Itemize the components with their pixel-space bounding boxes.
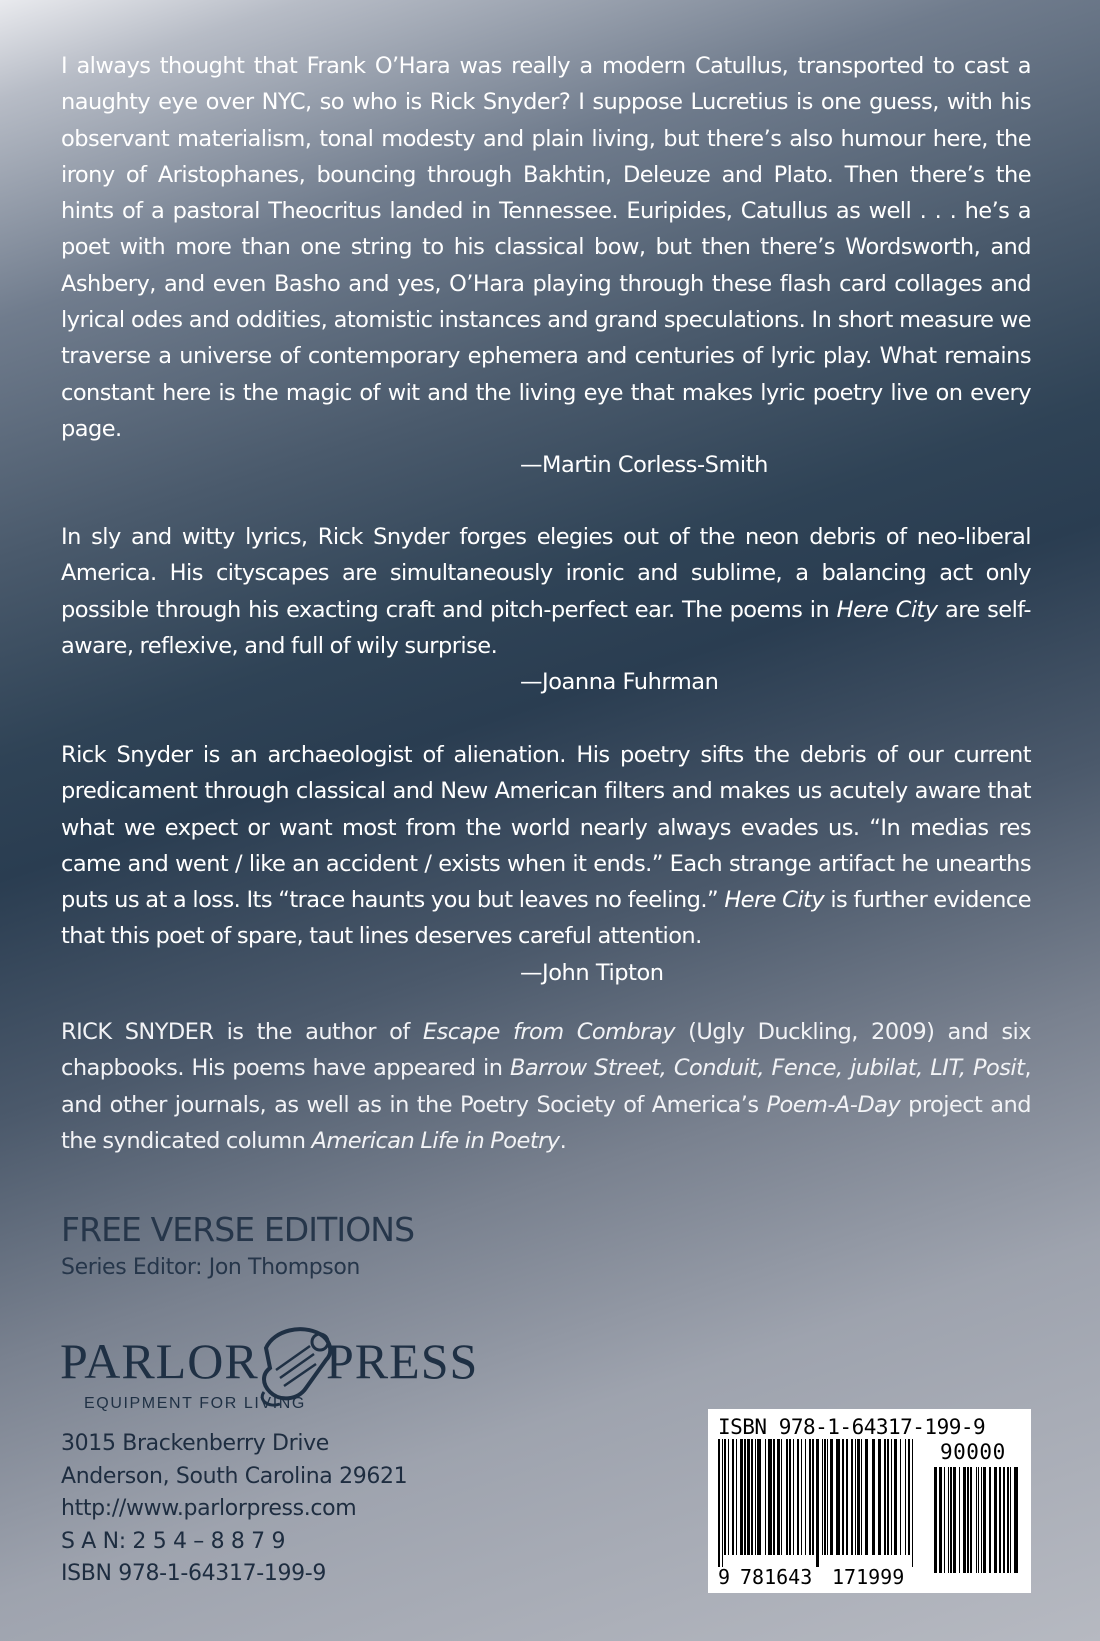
barcode-bar: [999, 1467, 1001, 1573]
barcode-bar: [830, 1439, 833, 1555]
barcode-bar: [842, 1439, 844, 1555]
author-bio: [61, 1014, 1031, 1159]
series-title: FREE VERSE EDITIONS: [61, 1210, 415, 1249]
barcode-bar: [801, 1439, 802, 1555]
barcode-bar: [724, 1439, 726, 1555]
barcode-bar: [797, 1439, 799, 1555]
barcode-bar: [836, 1439, 840, 1555]
barcode-bar: [900, 1439, 901, 1555]
review-2: [61, 519, 1031, 700]
barcode-bar: [1007, 1467, 1009, 1573]
barcode-bar: [1010, 1467, 1011, 1573]
publisher-website: http://www.parlorpress.com: [61, 1496, 357, 1521]
scroll-emblem-icon: [262, 1329, 330, 1405]
review-3-text-after: is further evidence that this poet of spare, taut lines deserves careful attention.: [61, 887, 1031, 950]
barcode-bar: [1003, 1467, 1005, 1573]
barcode-bar: [939, 1467, 942, 1573]
bio-part-3: , and other journals, as well as in the Poetry Society of America’s: [61, 1055, 1031, 1118]
barcode-digits-left: 781643: [740, 1565, 813, 1589]
bio-column: American Life in Poetry: [311, 1127, 560, 1154]
barcode-bar: [878, 1439, 881, 1555]
barcode-bar: [744, 1439, 746, 1555]
barcode-bar: [983, 1467, 986, 1573]
barcode-bar: [948, 1467, 949, 1573]
isbn-barcode: [708, 1409, 1031, 1593]
barcode-bar: [768, 1439, 772, 1555]
review-2-text-after: are self-aware, reflexive, and full of wily surprise.: [61, 596, 1031, 659]
barcode-digits-right: 171999: [832, 1565, 905, 1589]
barcode-digit-first: 9: [718, 1565, 731, 1589]
barcode-bar: [978, 1467, 979, 1573]
series-editor: Series Editor: Jon Thompson: [61, 1255, 360, 1280]
publisher-isbn: ISBN 978-1-64317-199-9: [61, 1561, 327, 1586]
review-3-title-italic: Here City: [724, 887, 825, 914]
barcode-bar: [809, 1439, 811, 1555]
barcode-bar: [884, 1439, 886, 1555]
barcode-bar: [812, 1439, 814, 1555]
barcode-bar: [816, 1439, 819, 1567]
barcode-bar: [855, 1439, 856, 1555]
barcode-bar: [751, 1439, 753, 1555]
bio-part-2: (Ugly Duckling, 2009) and six chapbooks. His poems have appeared in: [61, 1019, 1031, 1082]
logo-tagline: EQUIPMENT FOR LIVING: [84, 1395, 306, 1412]
barcode-bar: [950, 1467, 952, 1573]
review-1-text: I always thought that Frank O’Hara was really a modern Catullus, transported to cast a naughty eye over NYC, so who is Rick Snyder? I suppose Lucretius is one guess, with his observant materialism, tonal modesty and plain living, but there’s also humour here, the irony of Aristophanes, bouncing through Bakhtin, Deleuze and Plato. Then there’s the hints of a pastoral Theocritus landed in Tennessee. Euripides, Catullus as well . . . he’s a poet with more than one string to his classical bow, but then there’s Wordsworth, and Ashbery, and even Basho and yes, O’Hara playing through these flash card collages and lyrical odes and oddities, atomistic instances and grand speculations. In short measure we traverse a universe of contemporary ephemera and centuries of lyric play. What remains constant here is the magic of wit and the living eye that makes lyric poetry live on every page.: [61, 53, 1031, 442]
publisher-address: [61, 1428, 407, 1591]
review-2-text: [61, 519, 1031, 664]
barcode-bar: [994, 1467, 997, 1573]
bio-journals: Barrow Street, Conduit, Fence, jubilat, LIT, Posit: [510, 1055, 1025, 1082]
barcode-bar: [722, 1439, 723, 1567]
bio-part-5: .: [559, 1127, 567, 1154]
barcode-bar: [765, 1439, 766, 1555]
barcode-bar: [981, 1467, 982, 1573]
bio-book-title: Escape from Combray: [422, 1019, 675, 1045]
barcode-bar: [789, 1439, 791, 1555]
logo-word-press: PRESS: [326, 1333, 479, 1389]
barcode-bar: [857, 1439, 860, 1555]
barcode-bar: [740, 1439, 743, 1555]
review-3-text: [61, 737, 1031, 955]
barcode-bar: [976, 1467, 977, 1573]
review-1-author: —Martin Corless-Smith: [520, 452, 768, 479]
bio-part-1: RICK SNYDER is the author of: [61, 1019, 423, 1045]
barcode-addon-bars: [934, 1467, 1020, 1585]
barcode-bar: [944, 1467, 945, 1573]
barcode-bar: [728, 1439, 729, 1555]
barcode-bar: [786, 1439, 788, 1555]
barcode-bar: [989, 1467, 991, 1573]
review-3-author: —John Tipton: [520, 959, 664, 986]
barcode-bar: [805, 1439, 806, 1555]
barcode-bar: [894, 1439, 897, 1555]
address-street: 3015 Brackenberry Drive: [61, 1431, 329, 1456]
barcode-bar: [846, 1439, 848, 1555]
barcode-bar: [755, 1439, 756, 1555]
barcode-bar: [887, 1439, 889, 1555]
publisher-san: S A N: 2 5 4 – 8 8 7 9: [61, 1528, 286, 1554]
barcode-bar: [872, 1439, 875, 1555]
barcode-bar: [953, 1467, 956, 1573]
review-3: [61, 737, 1031, 991]
barcode-price-code: 90000: [940, 1440, 1006, 1464]
barcode-main-bars: [718, 1439, 918, 1567]
barcode-bar: [824, 1439, 826, 1555]
barcode-bar: [891, 1439, 892, 1555]
review-2-title-italic: Here City: [836, 596, 938, 623]
barcode-bar: [861, 1439, 862, 1555]
address-city: Anderson, South Carolina 29621: [61, 1463, 408, 1489]
review-2-author: —Joanna Fuhrman: [520, 669, 719, 696]
author-bio-text: [61, 1014, 1031, 1159]
barcode-bar: [908, 1439, 910, 1555]
barcode-bar: [736, 1439, 737, 1555]
barcode-bar: [732, 1439, 734, 1555]
barcode-bar: [718, 1439, 720, 1567]
barcode-bar: [967, 1467, 969, 1573]
barcode-isbn-label: ISBN 978-1-64317-199-9: [718, 1415, 986, 1439]
review-3-text-before: Rick Snyder is an archaeologist of alienation. His poetry sifts the debris of our current predicament through classical and New American filters and makes us acutely aware that what we expect or want most from the world nearly always evades us. “In medias res came and went / like an accident / exists when it ends.” Each strange artifact he unearths puts us at a loss. Its “trace haunts you but leaves no feeling.”: [61, 742, 1031, 914]
barcode-bar: [865, 1439, 868, 1555]
barcode-bar: [747, 1439, 750, 1555]
barcode-bar: [827, 1439, 828, 1555]
logo-word-parlor: PARLOR: [60, 1333, 259, 1389]
parlor-press-logo: [58, 1318, 508, 1418]
barcode-bar: [822, 1439, 823, 1555]
barcode-bar: [757, 1439, 761, 1555]
review-1: [61, 48, 1031, 483]
barcode-bar: [1014, 1467, 1018, 1573]
bio-part-4: project and the syndicated column: [61, 1091, 1031, 1154]
barcode-bar: [773, 1439, 775, 1555]
barcode-bar: [777, 1439, 780, 1555]
barcode-bar: [963, 1467, 966, 1573]
bio-project: Poem-A-Day: [766, 1091, 901, 1118]
review-2-text-before: In sly and witty lyrics, Rick Snyder forges elegies out of the neon debris of neo-liberal America. His cityscapes are simultaneously ironic and sublime, a balancing act only possible through his exacting craft and pitch-perfect ear. The poems in: [61, 524, 1031, 623]
barcode-bar: [905, 1439, 906, 1555]
barcode-bar: [970, 1467, 972, 1573]
barcode-bar: [959, 1467, 960, 1573]
barcode-bar: [781, 1439, 782, 1555]
barcode-bar: [934, 1467, 937, 1573]
barcode-bar: [912, 1439, 913, 1567]
barcode-bar: [793, 1439, 794, 1555]
barcode-bar: [851, 1439, 853, 1555]
